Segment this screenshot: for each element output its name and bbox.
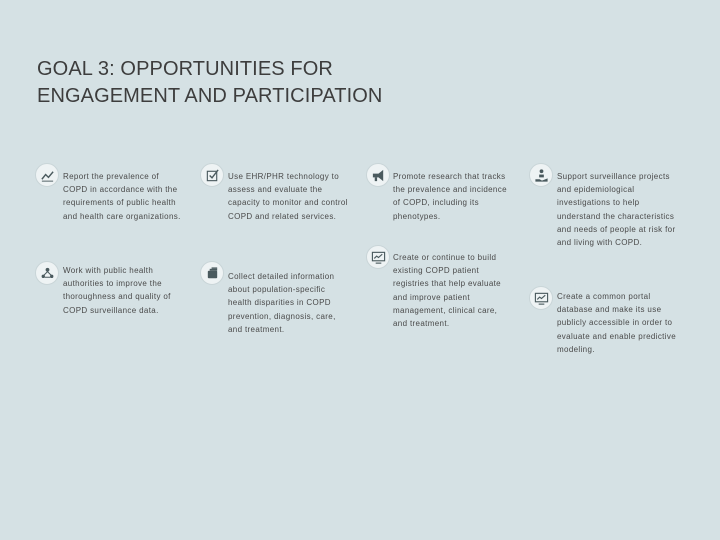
goal-item-text: Report the prevalence of COPD in accordance with the requirements of public health and health care organizations.: [63, 172, 181, 221]
goal-item-text: Create or continue to build existing COPD patient registries that help evaluate and improve patient management, clinical care, and treatment.: [393, 253, 501, 329]
people-network-icon: [35, 261, 59, 285]
page-title: [37, 56, 637, 110]
goal-item-text: Collect detailed information about population-specific health disparities in COPD prevention, diagnosis, care, and treatment.: [228, 272, 336, 334]
goal-item-text: Create a common portal database and make its use publicly accessible in order to evaluate and enable predictive modeling.: [557, 292, 677, 354]
goal-item-text: Work with public health authorities to improve the thoroughness and quality of COPD surveillance data.: [63, 266, 171, 315]
chart-line-icon: [35, 163, 59, 187]
hand-person-icon: [529, 163, 553, 187]
database-icon: [200, 261, 224, 285]
monitor-chart-icon: [366, 245, 390, 269]
goal-item-text: Promote research that tracks the prevalence and incidence of COPD, including its phenotypes.: [393, 172, 507, 221]
checkbox-icon: [200, 163, 224, 187]
goal-item-text: Use EHR/PHR technology to assess and evaluate the capacity to monitor and control COPD and related services.: [228, 172, 348, 221]
title-line-1: GOAL 3: OPPORTUNITIES FOR: [37, 58, 333, 80]
monitor-chart-icon: [529, 286, 553, 310]
title-line-2: ENGAGEMENT AND PARTICIPATION: [37, 85, 383, 107]
goal-item-text: Support surveillance projects and epidemiological investigations to help understand the characteristics and needs of people at risk for and living with COPD.: [557, 172, 676, 248]
megaphone-icon: [366, 163, 390, 187]
